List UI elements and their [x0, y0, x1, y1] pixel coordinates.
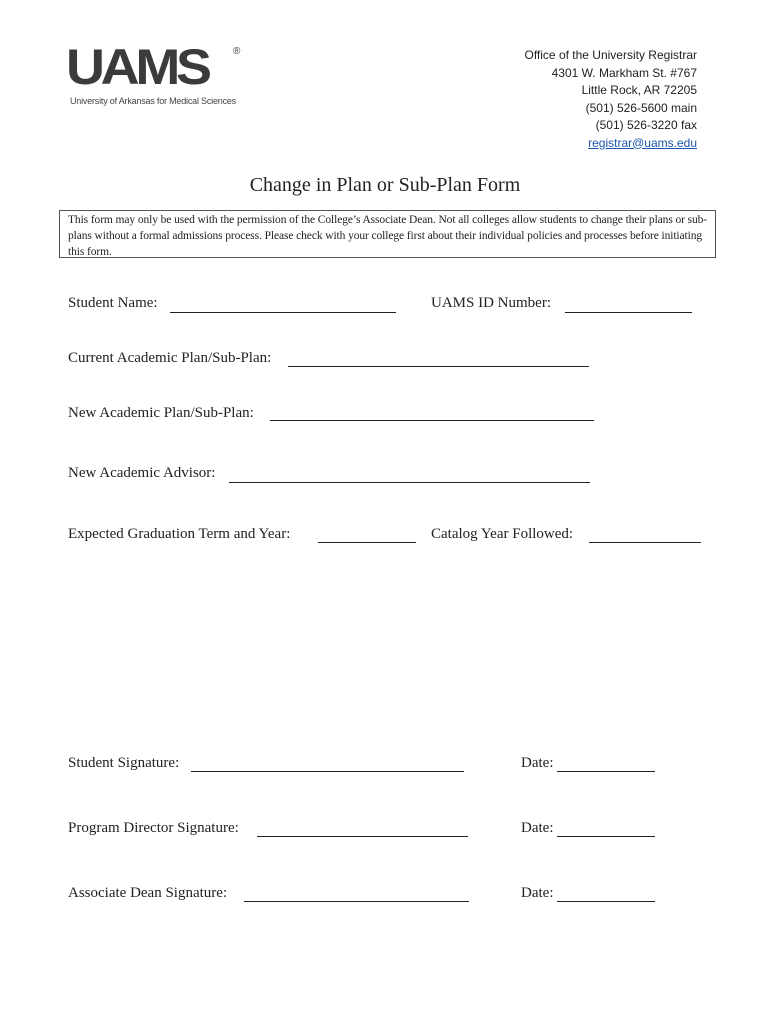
student-date-field[interactable]: [557, 771, 655, 772]
program-director-date-label: Date:: [521, 820, 554, 836]
associate-dean-signature-field[interactable]: [244, 901, 469, 902]
current-plan-field[interactable]: [288, 366, 589, 367]
permission-notice: This form may only be used with the permission of the College’s Associate Dean. Not all colleges allow students to change their plans or sub-plans without a formal admissions process. Please check with your college first about their individual policies and processes before initiating this form.: [59, 210, 716, 258]
office-phone-fax: (501) 526-3220 fax: [595, 118, 697, 132]
grad-term-label: Expected Graduation Term and Year:: [68, 526, 291, 542]
program-director-signature-field[interactable]: [257, 836, 468, 837]
student-name-label: Student Name:: [68, 295, 158, 311]
program-director-signature-label: Program Director Signature:: [68, 820, 239, 836]
associate-dean-date-field[interactable]: [557, 901, 655, 902]
student-name-field[interactable]: [170, 312, 396, 313]
new-plan-label: New Academic Plan/Sub-Plan:: [68, 405, 254, 421]
uams-logo: [66, 39, 241, 106]
logo-subtitle: University of Arkansas for Medical Sciences: [70, 96, 236, 106]
registrar-contact: [524, 47, 697, 152]
office-name: Office of the University Registrar: [524, 48, 697, 62]
student-signature-label: Student Signature:: [68, 755, 180, 771]
associate-dean-signature-label: Associate Dean Signature:: [68, 885, 228, 901]
office-street: 4301 W. Markham St. #767: [551, 65, 697, 80]
office-phone-main: (501) 526-5600 main: [585, 100, 697, 115]
new-plan-field[interactable]: [270, 420, 594, 421]
student-date-label: Date:: [521, 755, 554, 771]
current-plan-label: Current Academic Plan/Sub-Plan:: [68, 350, 272, 366]
catalog-year-label: Catalog Year Followed:: [431, 526, 574, 542]
logo-wordmark: UAMS: [66, 39, 208, 95]
registrar-email-link[interactable]: registrar@uams.edu: [588, 135, 697, 150]
catalog-year-field[interactable]: [589, 542, 701, 543]
form-title: Change in Plan or Sub-Plan Form: [249, 174, 521, 196]
uams-id-field[interactable]: [565, 312, 692, 313]
grad-term-field[interactable]: [318, 542, 416, 543]
office-city: Little Rock, AR 72205: [581, 83, 697, 97]
program-director-date-field[interactable]: [557, 836, 655, 837]
associate-dean-date-label: Date:: [521, 885, 554, 901]
student-signature-field[interactable]: [191, 771, 464, 772]
new-advisor-label: New Academic Advisor:: [68, 465, 216, 481]
registered-mark-icon: ®: [233, 46, 241, 57]
new-advisor-field[interactable]: [229, 482, 590, 483]
uams-id-label: UAMS ID Number:: [431, 295, 551, 311]
